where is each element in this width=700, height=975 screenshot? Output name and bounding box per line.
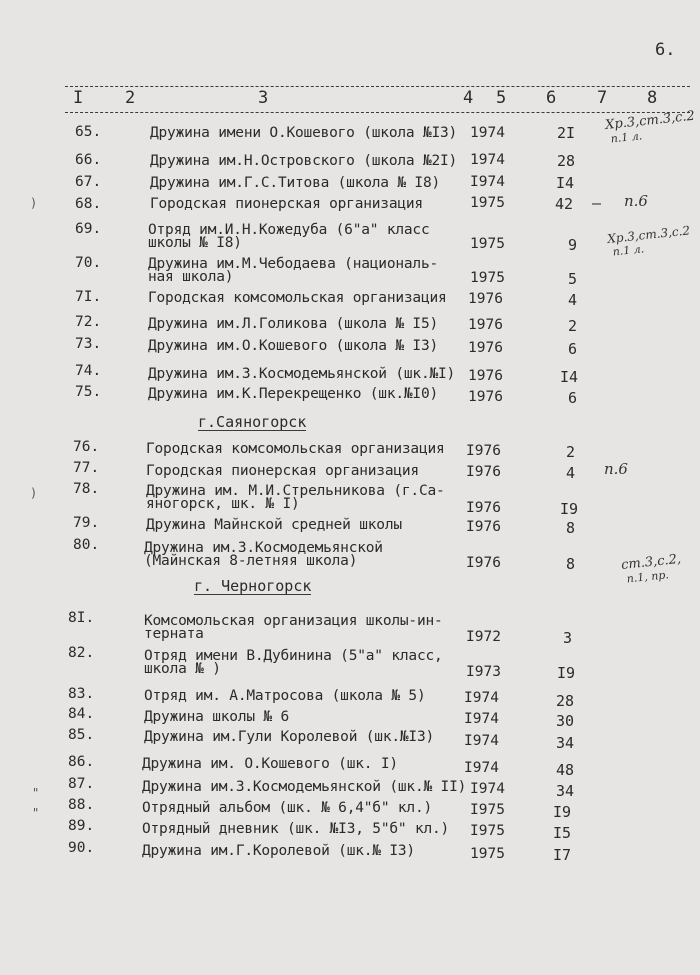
entry-title: Дружина им.Н.Островского (школа №2I) — [150, 153, 458, 169]
handwritten-annotation: ст.3,с.2, п.1, пр. — [620, 551, 682, 586]
entry-sheets: I4 — [560, 368, 579, 386]
entry-number: 77. — [73, 460, 100, 476]
entry-year: 1976 — [468, 340, 503, 356]
entry-year: 1976 — [468, 368, 503, 384]
column-header: 6 — [546, 88, 557, 108]
entry-sheets: 42 — [555, 195, 574, 213]
entry-number: 79. — [73, 515, 100, 531]
entry-title: Отряд им. А.Матросова (школа № 5) — [144, 688, 426, 704]
entry-number: 72. — [75, 314, 102, 330]
entry-sheets: 28 — [557, 152, 576, 170]
entry-number: 69. — [75, 221, 102, 237]
entry-number: 86. — [68, 754, 95, 770]
entry-year: I972 — [466, 629, 501, 645]
entry-title: Городская комсомольская организация — [148, 290, 447, 306]
entry-sheets: 2 — [566, 443, 576, 461]
entry-year: 1974 — [470, 125, 505, 141]
entry-year: 1975 — [470, 195, 505, 211]
entry-title: Дружина имени О.Кошевого (школа №I3) — [150, 125, 458, 141]
column-header: 3 — [258, 88, 269, 108]
entry-number: 65. — [75, 124, 102, 140]
entry-year: 1975 — [470, 846, 505, 862]
handwritten-annotation: Хр.3,ст.3,с.2 п.1 л. — [604, 108, 696, 146]
entry-title: Дружина школы № 6 — [144, 709, 290, 725]
entry-title: Городская пионерская организация — [150, 196, 423, 212]
entry-year: I976 — [466, 555, 501, 571]
entry-year: I976 — [466, 464, 501, 480]
entry-title: Городская пионерская организация — [146, 463, 419, 479]
entry-title: Дружина им. М.И.Стрельникова (г.Са- яногорск, шк. № I) — [146, 483, 445, 512]
entry-number: 7I. — [75, 289, 102, 305]
entry-title: Дружина им.Г.Королевой (шк.№ I3) — [142, 843, 415, 859]
entry-number: 88. — [68, 797, 95, 813]
entry-year: 1974 — [470, 152, 505, 168]
scan-edge-mark: " — [32, 806, 40, 820]
handwritten-annotation: Хр.3,ст.3,с.2 п.1 л. — [606, 223, 691, 259]
entry-sheets: 8 — [566, 555, 576, 573]
entry-year: I974 — [464, 760, 499, 776]
column-header: 5 — [496, 88, 507, 108]
header-bottom-rule — [65, 112, 690, 113]
section-city-heading: г. Черногорск — [194, 577, 312, 595]
entry-number: 76. — [73, 439, 100, 455]
scan-edge-mark: ) — [30, 486, 38, 500]
entry-number: 74. — [75, 363, 102, 379]
entry-year: I973 — [466, 664, 501, 680]
entry-year: 1976 — [468, 389, 503, 405]
entry-year: 1975 — [470, 236, 505, 252]
entry-year: I974 — [464, 711, 499, 727]
entry-title: Дружина им.З.Космодемьянской (шк.№ II) — [142, 779, 467, 795]
entry-sheets: 48 — [556, 761, 575, 779]
entry-year: I974 — [464, 690, 499, 706]
entry-number: 89. — [68, 818, 95, 834]
header-top-rule — [65, 86, 690, 87]
column-header: 8 — [647, 88, 658, 108]
entry-sheets: 28 — [556, 692, 575, 710]
entry-sheets: 34 — [556, 782, 575, 800]
entry-title: Отрядный альбом (шк. № 6,4"б" кл.) — [142, 800, 433, 816]
entry-number: 83. — [68, 686, 95, 702]
handwritten-annotation: п.6 — [604, 460, 628, 478]
page-number: 6. — [655, 40, 676, 60]
entry-title: Дружина им.М.Чебодаева (националь- ная школа) — [148, 256, 439, 285]
scan-edge-mark: ) — [30, 196, 38, 210]
entry-sheets: 30 — [556, 712, 575, 730]
entry-title: Дружина им.Л.Голикова (школа № I5) — [148, 316, 439, 332]
entry-year: 1976 — [468, 317, 503, 333]
column-header: 2 — [125, 88, 136, 108]
entry-title: Отряд им.И.Н.Кожедуба (6"а" класс школы № I8) — [148, 222, 430, 251]
entry-title: Дружина им.З.Космодемьянской (Майнская 8-летняя школа) — [144, 540, 383, 569]
entry-sheets: I5 — [553, 824, 572, 842]
column-header: 7 — [597, 88, 608, 108]
entry-year: I976 — [466, 500, 501, 516]
entry-title: Городская комсомольская организация — [146, 441, 445, 457]
entry-number: 87. — [68, 776, 95, 792]
entry-title: Дружина Майнской средней школы — [146, 517, 402, 533]
entry-number: 90. — [68, 840, 95, 856]
entry-title: Дружина им.З.Космодемьянской (шк.№I) — [148, 366, 456, 382]
entry-year: I974 — [470, 781, 505, 797]
entry-number: 75. — [75, 384, 102, 400]
entry-sheets: 9 — [568, 236, 578, 254]
entry-number: 8I. — [68, 610, 95, 626]
entry-year: 1976 — [468, 291, 503, 307]
entry-number: 84. — [68, 706, 95, 722]
entry-title: Комсомольская организация школы-ин- терната — [144, 613, 443, 642]
entry-year: I975 — [470, 802, 505, 818]
entry-year: I976 — [466, 443, 501, 459]
entry-sheets: 5 — [568, 270, 578, 288]
entry-sheets: 6 — [568, 389, 578, 407]
handwritten-annotation: п.6 — [624, 192, 648, 210]
entry-title: Дружина им. О.Кошевого (шк. I) — [142, 756, 398, 772]
entry-title: Дружина им.Г.С.Титова (школа № I8) — [150, 175, 441, 191]
entry-sheets: 4 — [566, 464, 576, 482]
entry-number: 78. — [73, 481, 100, 497]
handwritten-dash: – — [592, 194, 602, 212]
entry-number: 68. — [75, 196, 102, 212]
entry-sheets: 3 — [563, 629, 573, 647]
entry-sheets: 4 — [568, 291, 578, 309]
entry-year: I974 — [470, 174, 505, 190]
entry-sheets: I9 — [560, 500, 579, 518]
entry-sheets: I9 — [553, 803, 572, 821]
entry-year: 1975 — [470, 270, 505, 286]
entry-number: 85. — [68, 727, 95, 743]
column-header: I — [73, 88, 84, 108]
entry-sheets: 8 — [566, 519, 576, 537]
entry-number: 80. — [73, 537, 100, 553]
section-city-heading: г.Саяногорск — [198, 413, 307, 431]
entry-title: Дружина им.К.Перекрещенко (шк.№I0) — [148, 386, 439, 402]
entry-number: 67. — [75, 174, 102, 190]
entry-sheets: 2I — [557, 124, 576, 142]
entry-year: I974 — [464, 733, 499, 749]
entry-number: 70. — [75, 255, 102, 271]
entry-sheets: I4 — [556, 174, 575, 192]
entry-sheets: 34 — [556, 734, 575, 752]
entry-year: I976 — [466, 519, 501, 535]
entry-number: 82. — [68, 645, 95, 661]
entry-title: Отрядный дневник (шк. №I3, 5"б" кл.) — [142, 821, 450, 837]
entry-sheets: I7 — [553, 846, 572, 864]
scan-edge-mark: " — [32, 786, 40, 800]
entry-title: Дружина им.О.Кошевого (школа № I3) — [148, 338, 439, 354]
entry-sheets: I9 — [557, 664, 576, 682]
column-header: 4 — [463, 88, 474, 108]
entry-title: Дружина им.Гули Королевой (шк.№I3) — [144, 729, 435, 745]
entry-sheets: 2 — [568, 317, 578, 335]
entry-number: 66. — [75, 152, 102, 168]
entry-title: Отряд имени В.Дубинина (5"а" класс, школа № ) — [144, 648, 443, 677]
entry-number: 73. — [75, 336, 102, 352]
entry-sheets: 6 — [568, 340, 578, 358]
entry-year: I975 — [470, 823, 505, 839]
